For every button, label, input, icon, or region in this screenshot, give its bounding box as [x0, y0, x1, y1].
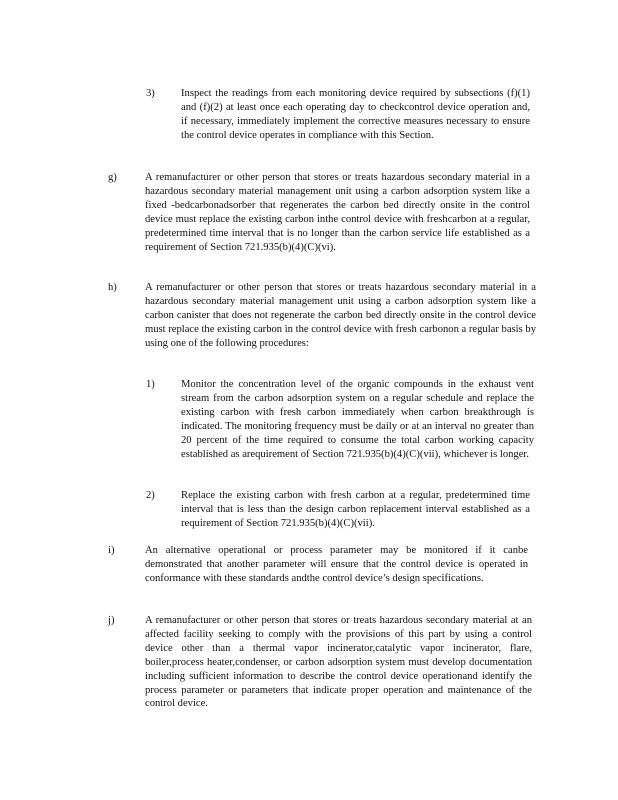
item-text: Inspect the readings from each monitoring device required by subsections (f)(1) and (f)(2) at least once each operating day to checkcontrol device operation and, if necessary, immediately implement the corrective measures necessary to ensure the control device operates in compliance with this Section.	[181, 88, 530, 141]
item-text: A remanufacturer or other person that stores or treats hazardous secondary material at an affected facility seeking to comply with the provisions of this part by using a control device other than a thermal vapor incinerator,catalytic vapor incinerator, flare, boiler,process heater,condenser, or carbon adsorption system must develop documentation including sufficient information to describe the control device operationand identify the process parameter or parameters that indicate proper operation and maintenance of the control device.	[145, 615, 532, 710]
item-text: Replace the existing carbon with fresh carbon at a regular, predetermined time interval that is less than the design carbon replacement interval established as a requirement of Section 721.935(b)(4)(C)(vii).	[181, 490, 530, 529]
item-h-canister	[108, 281, 536, 351]
item-g-fixed-bed	[108, 171, 530, 254]
item-label: 2)	[146, 490, 155, 501]
item-label: h)	[108, 282, 117, 293]
item-text: Monitor the concentration level of the organic compounds in the exhaust vent stream from the carbon adsorption system on a regular schedule and replace the existing carbon with fresh carbon immediately when carbon breakthrough is indicated. The monitoring frequency must be daily or at an interval no greater than 20 percent of the time required to consume the total carbon working capacity established as arequirement of Section 721.935(b)(4)(C)(vii), whichever is longer.	[181, 379, 534, 460]
item-2-replace	[146, 489, 530, 531]
item-label: 1)	[146, 379, 155, 390]
item-j-documentation	[108, 614, 532, 711]
item-label: 3)	[146, 88, 155, 99]
item-text: A remanufacturer or other person that stores or treats hazardous secondary material in a hazardous secondary material management unit using a carbon adsorption system like a fixed -bedcarbonadsorber that regenerates the carbon bed directly onsite in the control device must replace the existing carbon inthe control device with freshcarbon at a regular, predetermined time interval that is no longer than the carbon service life established as a requirement of Section 721.935(b)(4)(C)(vi).	[145, 172, 530, 253]
item-1-monitor	[146, 378, 534, 461]
item-text: A remanufacturer or other person that stores or treats hazardous secondary material in a hazardous secondary material management unit using a carbon adsorption system like a carbon canister that does not regenerate the carbon bed directly onsite in the control device must replace the existing carbon in the control device with fresh carbonon a regular basis by using one of the following procedures:	[145, 282, 536, 349]
item-i-alternative	[108, 544, 528, 586]
item-text: An alternative operational or process parameter may be monitored if it canbe demonstrated that another parameter will ensure that the control device is operated in conformance with these standards andthe control device’s design specifications.	[145, 545, 528, 584]
item-label: i)	[108, 545, 115, 556]
item-label: j)	[108, 615, 115, 626]
item-3-inspect	[146, 87, 530, 143]
item-label: g)	[108, 172, 117, 183]
